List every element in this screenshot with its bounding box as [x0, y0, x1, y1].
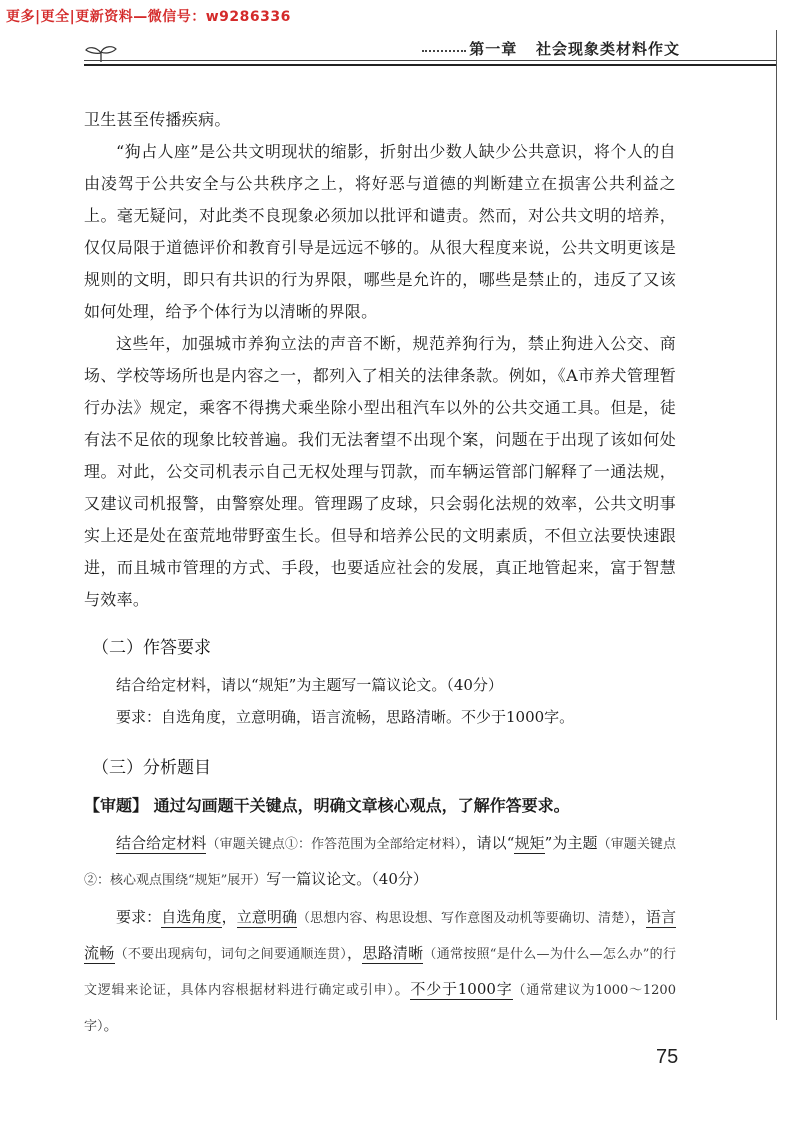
- analysis-text: ，: [347, 944, 363, 962]
- analysis-text: 。: [394, 980, 411, 998]
- keyword-underlined: 不少于1000字: [410, 980, 513, 998]
- analysis-text: ，: [221, 908, 237, 926]
- paragraph-3: 这些年，加强城市养狗立法的声音不断，规范养狗行为，禁止狗进入公交、商场、学校等场所也是内容之一，都列入了相关的法律条款。例如，《A市养犬管理暂行办法》规定，乘客不得携犬乘坐除小型出租汽车以外的公共交通工具。但是，徒有法不足依的现象比较普遍。我们无法奢望不出现个案，问题在于出现了该如何处理。对此，公交司机表示自己无权处理与罚款，而车辆运管部门解释了一通法规，又建议司机报警，由警察处理。管理踢了皮球，只会弱化法规的效率，公共文明事实上还是处在蛮荒地带野蛮生长。但导和培养公民的文明素质，不但立法要快速跟进，而且城市管理的方式、手段，也要适应社会的发展，真正地管起来，富于智慧与效率。: [84, 334, 676, 609]
- analysis-line-1: [84, 826, 676, 898]
- annotation-note: （审题关键点①：作答范围为全部给定材料）: [206, 837, 462, 852]
- keyword-underlined: 立意明确: [236, 908, 298, 926]
- annotation-note: （通常按照“是什么—为什么—怎么办”的行文逻辑来论证，具体内容根据材料进行确定或引申）: [84, 947, 676, 998]
- annotation-note: （通常建议为1000～1200字）: [84, 983, 676, 1034]
- analysis-text: 要求：: [116, 908, 162, 926]
- keyword-underlined: 自选角度: [161, 908, 222, 926]
- shen-ti-text: 通过勾画题干关键点，明确文章核心观点，了解作答要求。: [153, 796, 570, 815]
- running-header: [469, 38, 680, 59]
- analysis-line-2: [84, 900, 676, 1044]
- analysis-text: 写一篇议论文。（40分）: [266, 870, 428, 888]
- keyword-underlined: 语言流畅: [84, 908, 676, 962]
- page-number: 75: [656, 1046, 679, 1068]
- task-statement: 结合给定材料，请以“规矩”为主题写一篇议论文。（40分）: [116, 676, 503, 694]
- header-rule-thick: [84, 64, 776, 66]
- analysis-text: 。: [103, 1016, 119, 1034]
- analysis-text: ，请以“: [461, 834, 515, 852]
- section-3-title: （三）分析题目: [92, 758, 211, 778]
- keyword-underlined: 思路清晰: [362, 944, 424, 962]
- annotation-note: （审题关键点②：核心观点围绕“规矩”展开）: [84, 837, 676, 888]
- paragraph-1: 卫生甚至传播疾病。: [84, 110, 231, 129]
- task-requirement: 要求：自选角度，立意明确，语言流畅，思路清晰。不少于1000字。: [116, 708, 575, 726]
- shen-ti-label: 【审题】: [84, 796, 149, 815]
- analysis-text: ”为主题: [544, 834, 598, 852]
- right-margin-rule: [776, 30, 777, 1020]
- shen-ti-line: [84, 790, 676, 822]
- analysis-text: ，: [630, 908, 646, 926]
- paragraph-2: “狗占人座”是公共文明现状的缩影，折射出少数人缺少公共意识，将个人的自由凌驾于公共安全与公共秩序之上，将好恶与道德的判断建立在损害公共利益之上。毫无疑问，对此类不良现象必须加以批评和谴责。然而，对公共文明的培养，仅仅局限于道德评价和教育引导是远远不够的。从很大程度来说，公共文明更该是规则的文明，即只有共识的行为界限，哪些是允许的，哪些是禁止的，违反了又该如何处理，给予个体行为以清晰的界限。: [84, 142, 676, 321]
- watermark-text: 更多|更全|更新资料—微信号：w9286336: [6, 9, 291, 25]
- page-body: [84, 104, 676, 1046]
- section-2-title: （二）作答要求: [92, 638, 211, 658]
- chapter-label: 第一章: [469, 40, 518, 58]
- keyword-underlined: 规矩: [514, 834, 545, 852]
- annotation-note: （思想内容、构思设想、写作意图及动机等要确切、清楚）: [297, 911, 631, 926]
- header-dots: [422, 50, 466, 52]
- header-rule: [84, 60, 776, 61]
- annotation-note: （不要出现病句，词句之间要通顺连贯）: [114, 947, 348, 962]
- keyword-underlined: 结合给定材料: [116, 834, 207, 852]
- chapter-title: 社会现象类材料作文: [535, 40, 680, 58]
